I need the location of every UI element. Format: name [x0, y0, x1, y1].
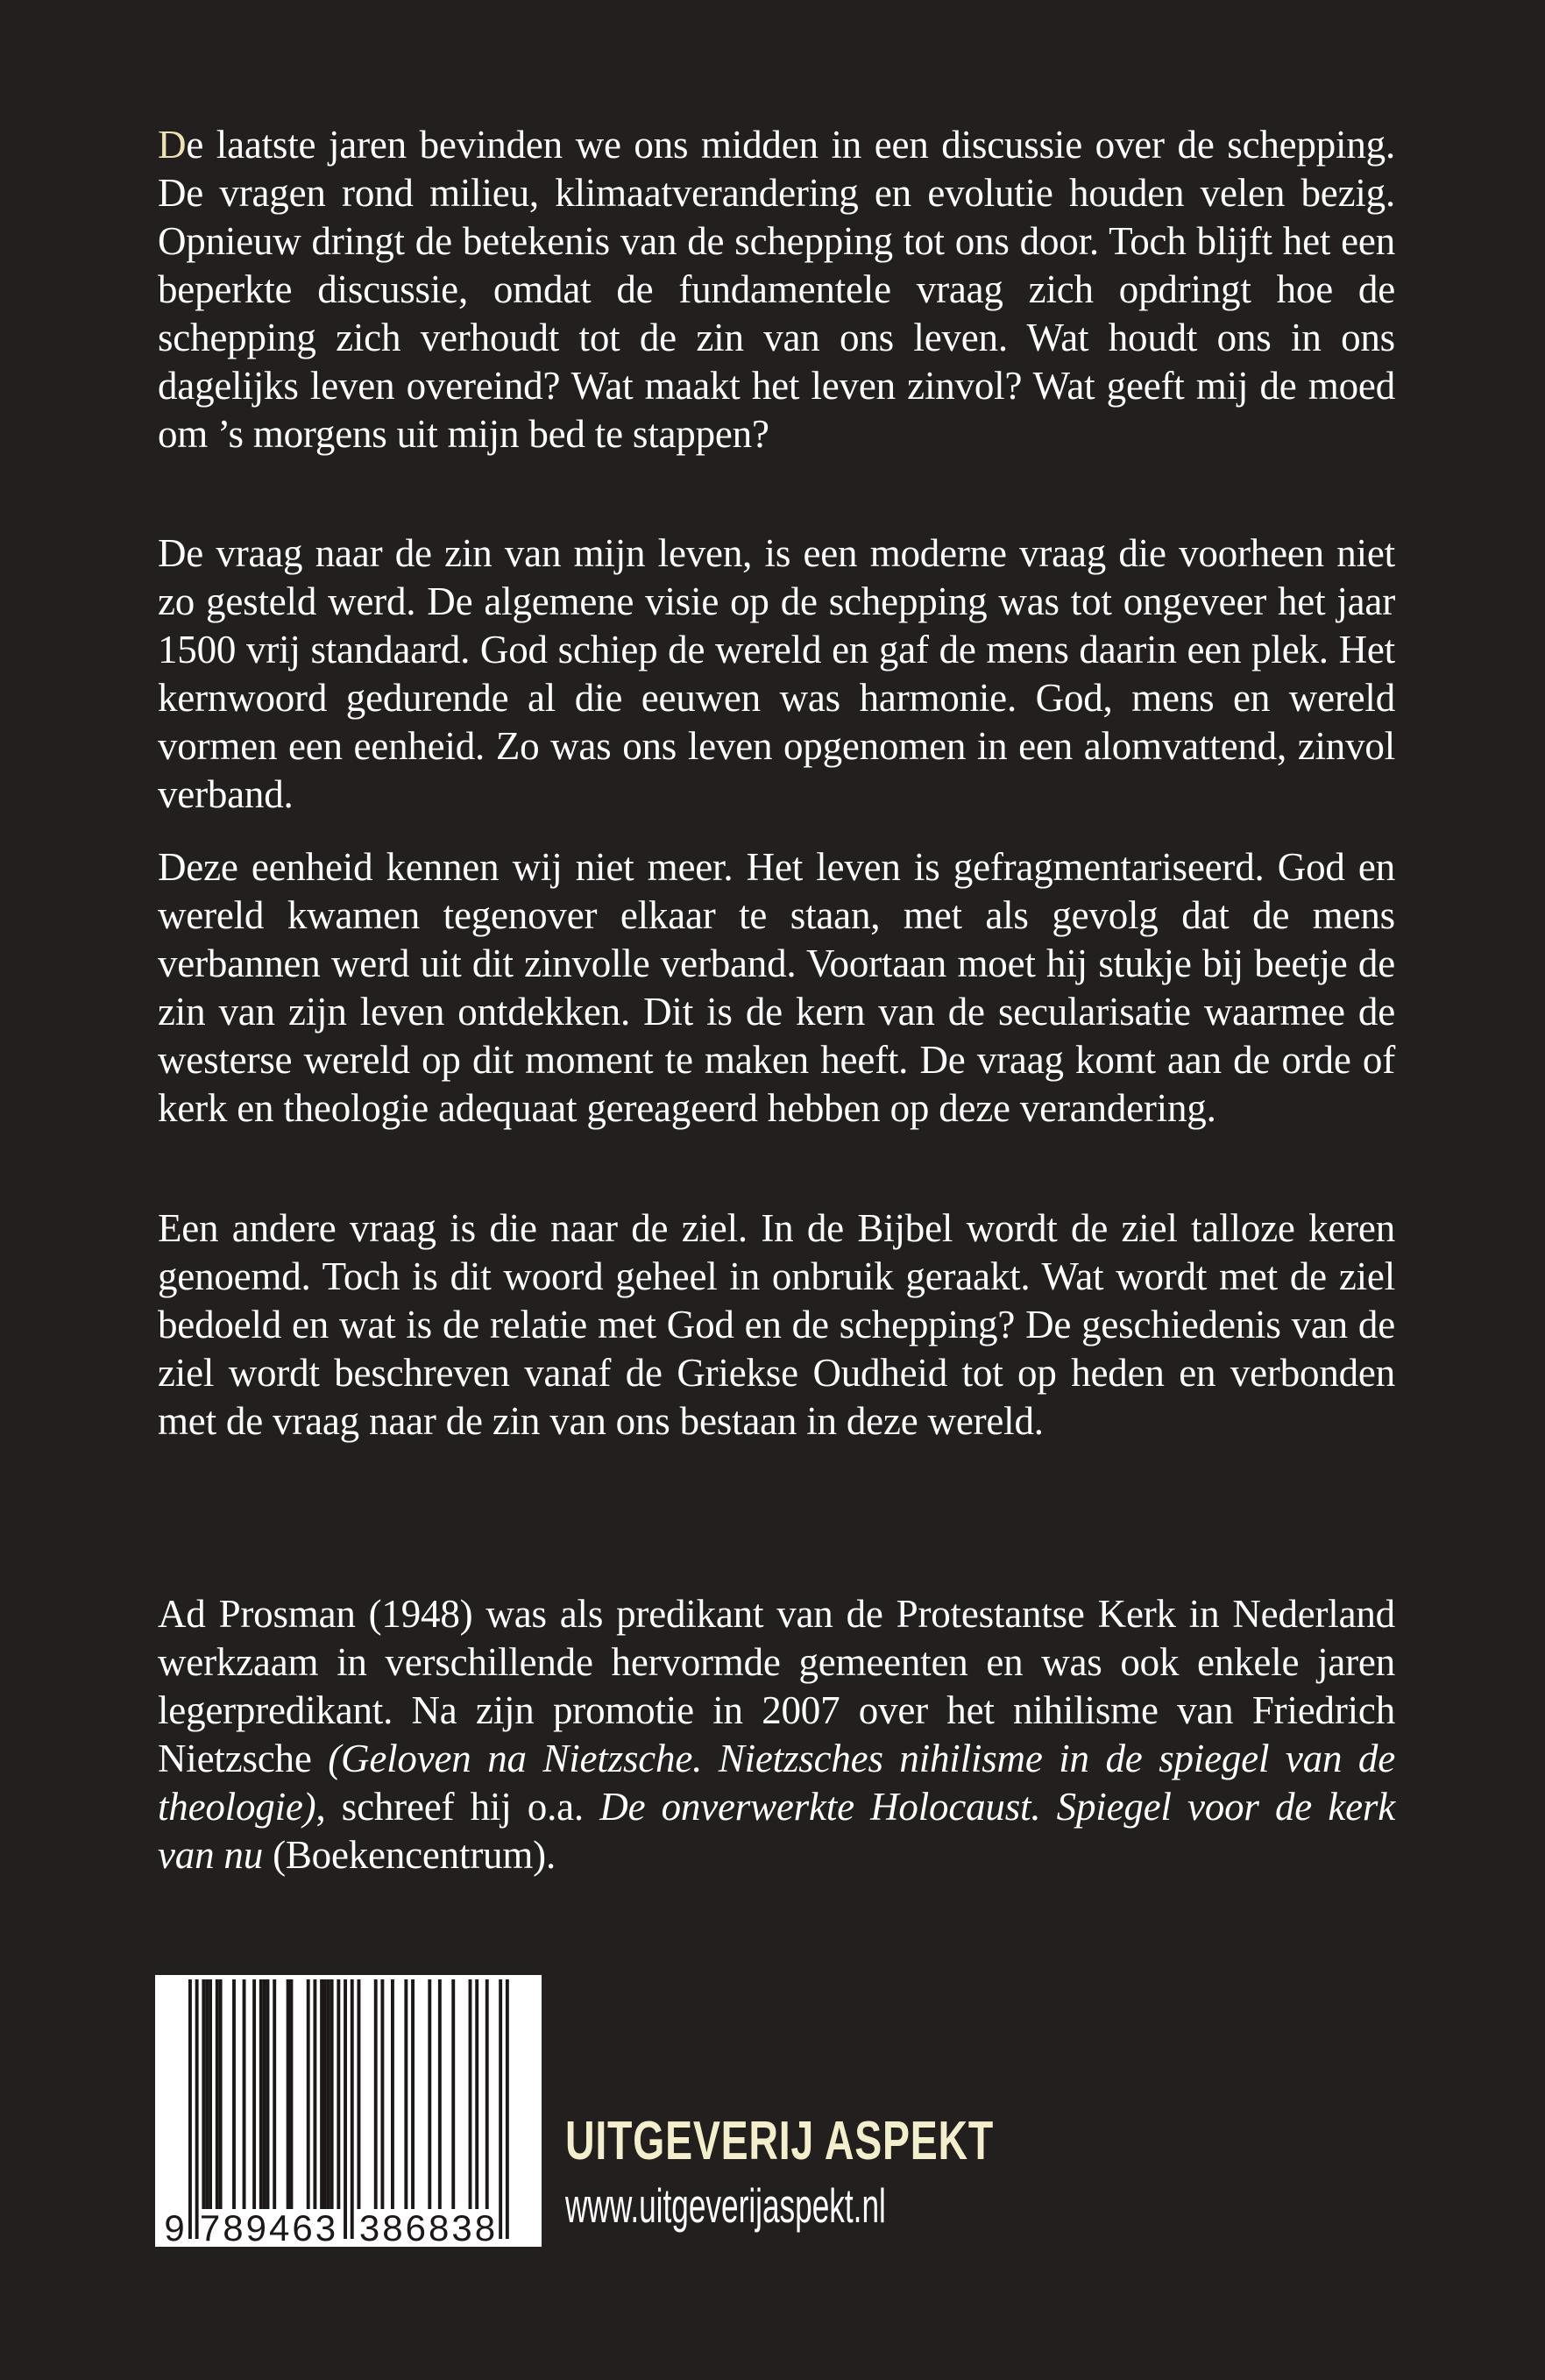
- barcode-bar: [475, 1979, 478, 2209]
- blurb-paragraph-2: De vraag naar de zin van mijn leven, is een moderne vraag die voorheen niet zo gesteld werd. De algemene visie op de schepping was tot ongeveer het jaar 1500 vrij standaard. God schiep de wereld en gaf de mens daarin een plek. Het kernwoord gedurende al die eeuwen was harmonie. God, mens en wereld vormen een eenheid. Zo was ons leven opgenomen in een alomvattend, zinvol verband.: [158, 531, 1395, 816]
- barcode-bar: [195, 1979, 199, 2239]
- barcode-bar: [327, 1979, 330, 2209]
- barcode-bar: [290, 1979, 294, 2209]
- barcode-bar: [330, 1979, 334, 2209]
- barcode-bar: [287, 1979, 290, 2209]
- publisher-website: www.uitgeverijaspekt.nl: [565, 2178, 886, 2233]
- barcode-bar: [320, 1979, 323, 2209]
- barcode-bar: [506, 1979, 509, 2239]
- bio-text: (Boekencentrum).: [263, 1833, 556, 1877]
- isbn-digits-left: 789463: [199, 2207, 339, 2247]
- barcode-bar: [380, 1979, 384, 2209]
- barcode-bar: [259, 1979, 263, 2209]
- barcode-bar: [216, 1979, 219, 2209]
- barcode-bar: [499, 1979, 502, 2239]
- drop-initial: D: [158, 123, 187, 167]
- isbn-digit-lead: 9: [164, 2207, 185, 2247]
- barcode-bar: [344, 1979, 347, 2239]
- barcode-bar: [374, 1979, 378, 2209]
- barcode-bar: [469, 1979, 472, 2209]
- barcode-bar: [438, 1979, 442, 2209]
- barcode-bar: [202, 1979, 205, 2209]
- barcode-bar: [391, 1979, 394, 2209]
- barcode-bar: [358, 1979, 361, 2209]
- barcode-bar: [337, 1979, 340, 2209]
- barcode-bar: [209, 1979, 212, 2209]
- blurb-paragraph-3: Deze eenheid kennen wij niet meer. Het leven is gefragmentariseerd. God en wereld kwamen tegenover elkaar te staan, met als gevolg dat de mens verbannen werd uit dit zinvolle verband. Voortaan moet hij stukje bij beetje de zin van zijn leven ontdekken. Dit is de kern van de secularisatie waarmee de westerse wereld op dit moment te maken heeft. De vraag komt aan de orde of kerk en theologie adequaat gereageerd hebben op deze verandering.: [158, 845, 1395, 1130]
- barcode-bar: [411, 1979, 415, 2209]
- publisher-name: UITGEVERIJ ASPEKT: [565, 2111, 995, 2171]
- barcode-bar: [252, 1979, 256, 2209]
- bio-title-italic: De onverwerkte Holocaust. Spiegel voor de kerk van nu: [158, 1785, 1395, 1877]
- barcode-bar: [232, 1979, 236, 2209]
- bio-text: , schreef hij o.a.: [315, 1785, 600, 1829]
- bio-title-italic: (Geloven na Nietzsche. Nietzsches nihilisme in de spiegel van de theologie): [158, 1737, 1395, 1829]
- blurb-paragraph-1: [158, 121, 1395, 458]
- barcode-bar: [313, 1979, 316, 2209]
- barcode-bar: [404, 1979, 408, 2209]
- barcode-bar: [451, 1979, 455, 2209]
- barcode-bar: [243, 1979, 246, 2209]
- barcode-bar: [219, 1979, 223, 2209]
- barcode-background: [155, 1975, 542, 2247]
- barcode-bar: [307, 1979, 310, 2209]
- blurb-paragraph-1-text: e laatste jaren bevinden we ons midden in een discussie over de schepping. De vragen rond milieu, klimaatverandering en evolutie houden velen bezig. Opnieuw dringt de betekenis van de schepping tot ons door. Toch blijft het een beperkte discussie, omdat de fundamentele vraag zich opdringt hoe de schepping zich verhoudt tot de zin van ons leven. Wat houdt ons in ons dagelijks leven overeind? Wat maakt het leven zinvol? Wat geeft mij de moed om ’s morgens uit mijn bed te stappen?: [158, 123, 1395, 456]
- barcode-bar: [263, 1979, 266, 2209]
- author-bio: [158, 1590, 1395, 1879]
- barcode-bar: [205, 1979, 209, 2209]
- bio-text: Ad Prosman (1948) was als predikant van de Protestantse Kerk in Nederland werkzaam in verschillende hervormde gemeenten en was ook enkele jaren legerpredikant. Na zijn promotie in 2007 over het nihilisme van Friedrich Nietzsche: [158, 1592, 1395, 1780]
- barcode-bar: [351, 1979, 354, 2239]
- barcode-bar: [485, 1979, 489, 2209]
- isbn-digits-right: 386838: [358, 2207, 499, 2247]
- barcode-bar: [266, 1979, 270, 2209]
- blurb-paragraph-4: Een andere vraag is die naar de ziel. In de Bijbel wordt de ziel talloze keren genoemd. Toch is dit woord geheel in onbruik geraakt. Wat wordt met de ziel bedoeld en wat is de relatie met God en de schepping? De geschiedenis van de ziel wordt beschreven vanaf de Griekse Oudheid tot op heden en verbonden met de vraag naar de zin van ons bestaan in deze wereld.: [158, 1206, 1395, 1443]
- barcode-bar: [323, 1979, 327, 2209]
- isbn-barcode: [155, 1975, 542, 2247]
- barcode-bar: [428, 1979, 431, 2209]
- barcode-bar: [273, 1979, 276, 2209]
- barcode-bar: [188, 1979, 192, 2239]
